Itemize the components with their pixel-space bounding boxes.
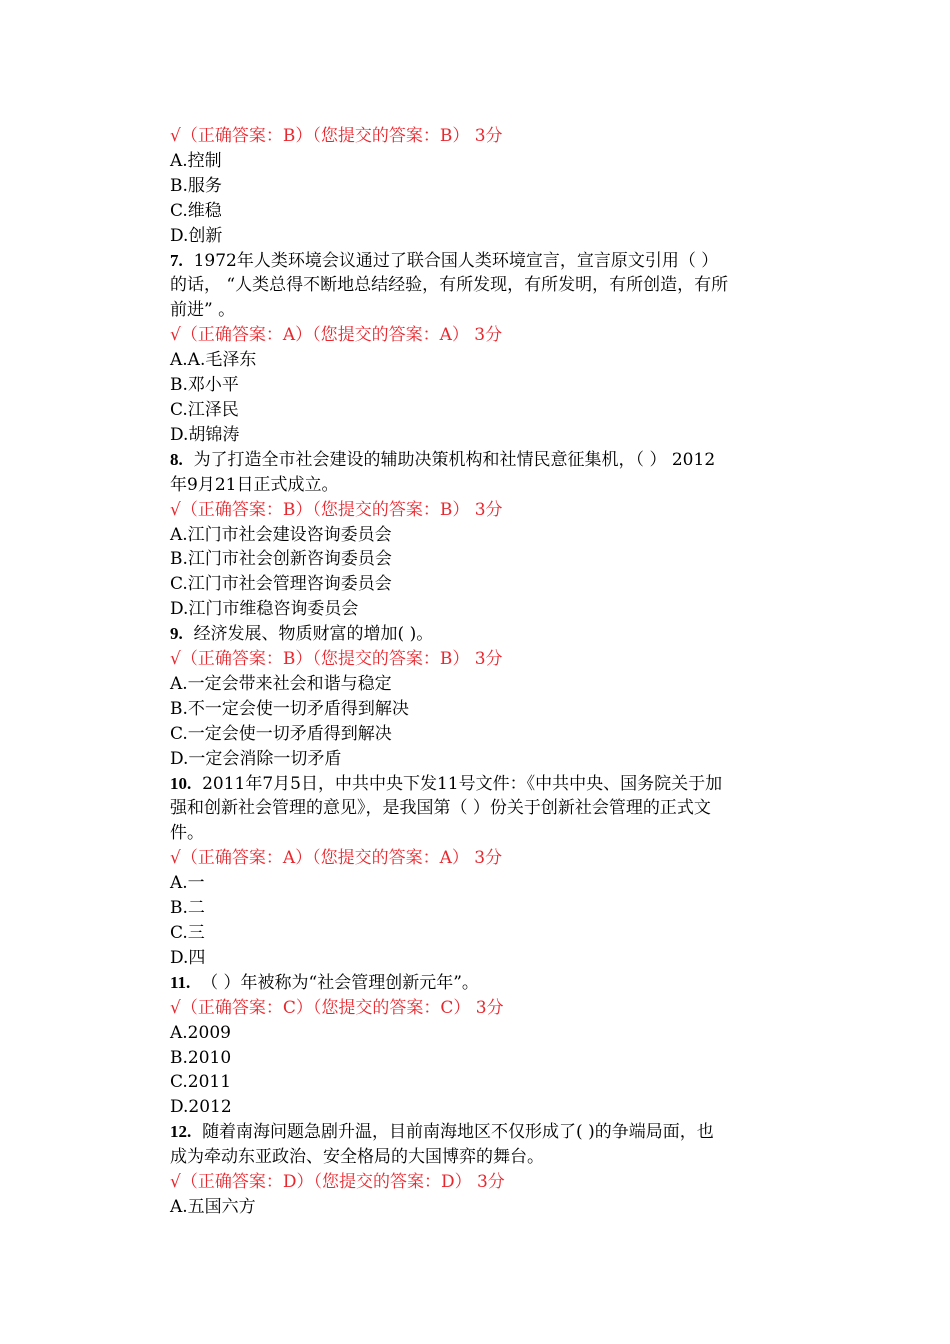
answer-option: B.2010 — [170, 1047, 232, 1068]
answer-result: √（正确答案：B）（您提交的答案：B） 3分 — [170, 649, 503, 670]
question-block — [170, 622, 782, 771]
question-number: 11. — [170, 972, 191, 992]
answer-option: B.不一定会使一切矛盾得到解决 — [170, 698, 409, 719]
question-text-line — [170, 298, 782, 323]
answer-option: B.江门市社会创新咨询委员会 — [170, 549, 392, 570]
question-text: 1972年人类环境会议通过了联合国人类环境宣言，宣言原文引用（ ） — [193, 250, 719, 271]
answer-option: D.四 — [170, 947, 206, 968]
answer-option: C.三 — [170, 923, 205, 943]
answer-option: B.邓小平 — [170, 375, 239, 396]
answer-option: D.一定会消除一切矛盾 — [170, 748, 342, 769]
answer-result: √（正确答案：C）（您提交的答案：C） 3分 — [170, 997, 504, 1018]
question-text: 经济发展、物质财富的增加( )。 — [193, 624, 434, 645]
answer-result: √（正确答案：B）（您提交的答案：B） 3分 — [170, 126, 503, 146]
question-text-line — [170, 273, 782, 298]
question-text: 成为牵动东亚政治、安全格局的大国博弈的舞台。 — [170, 1147, 544, 1168]
answer-option: B.二 — [170, 898, 205, 919]
answer-option: A.2009 — [170, 1022, 231, 1043]
question-number: 7. — [170, 250, 183, 270]
question-text: 随着南海问题急剧升温，目前南海地区不仅形成了( )的争端局面，也 — [202, 1122, 714, 1143]
question-text-line — [170, 1145, 782, 1170]
question-block — [170, 971, 782, 1120]
answer-option: D.江门市维稳咨询委员会 — [170, 599, 359, 620]
question-number: 9. — [170, 624, 183, 644]
answer-option: C.江门市社会管理咨询委员会 — [170, 574, 392, 595]
question-text: 为了打造全市社会建设的辅助决策机构和社情民意征集机，（ ） 2012 — [193, 449, 716, 470]
question-block — [170, 124, 782, 249]
question-text-line — [170, 772, 782, 797]
question-number: 8. — [170, 449, 183, 469]
answer-option: A.控制 — [170, 150, 222, 171]
answer-result: √（正确答案：A）（您提交的答案：A） 3分 — [170, 848, 503, 869]
answer-option: A.A.毛泽东 — [170, 350, 257, 371]
answer-result: √（正确答案：B）（您提交的答案：B） 3分 — [170, 499, 503, 520]
question-text: 件。 — [170, 823, 204, 844]
question-number: 10. — [170, 773, 192, 793]
question-text: 的话， “人类总得不断地总结经验，有所发现，有所发明，有所创造，有所 — [170, 275, 729, 296]
answer-option: B.服务 — [170, 175, 222, 196]
question-block — [170, 1120, 782, 1220]
answer-option: C.江泽民 — [170, 399, 239, 420]
question-text: （ ）年被称为“社会管理创新元年”。 — [201, 972, 479, 993]
question-text: 年9月21日正式成立。 — [170, 474, 339, 495]
question-text-line — [170, 622, 782, 647]
question-block — [170, 772, 782, 971]
answer-option: A.一 — [170, 873, 205, 894]
question-text-line — [170, 821, 782, 846]
answer-option: A.一定会带来社会和谐与稳定 — [170, 673, 392, 694]
answer-result: √（正确答案：A）（您提交的答案：A） 3分 — [170, 325, 503, 346]
question-text: 2011年7月5日，中共中央下发11号文件：《中共中央、国务院关于加 — [202, 773, 723, 794]
question-text-line — [170, 448, 782, 473]
answer-option: A.五国六方 — [170, 1196, 256, 1217]
question-text-line — [170, 1120, 782, 1145]
question-text: 前进” 。 — [170, 300, 236, 321]
question-block — [170, 249, 782, 448]
quiz-document — [170, 124, 782, 1220]
answer-option: D.2012 — [170, 1097, 232, 1118]
answer-option: C.2011 — [170, 1072, 232, 1093]
question-text-line — [170, 249, 782, 274]
answer-option: D.创新 — [170, 225, 223, 246]
question-block — [170, 448, 782, 622]
answer-option: C.维稳 — [170, 200, 222, 221]
answer-option: A.江门市社会建设咨询委员会 — [170, 524, 392, 545]
question-number: 12. — [170, 1122, 192, 1142]
question-text: 强和创新社会管理的意见》，是我国第（ ）份关于创新社会管理的正式文 — [170, 798, 711, 819]
answer-option: C.一定会使一切矛盾得到解决 — [170, 723, 392, 744]
answer-result: √（正确答案：D）（您提交的答案：D） 3分 — [170, 1172, 505, 1193]
question-text-line — [170, 796, 782, 821]
question-text-line — [170, 971, 782, 996]
question-text-line — [170, 473, 782, 498]
answer-option: D.胡锦涛 — [170, 424, 240, 445]
